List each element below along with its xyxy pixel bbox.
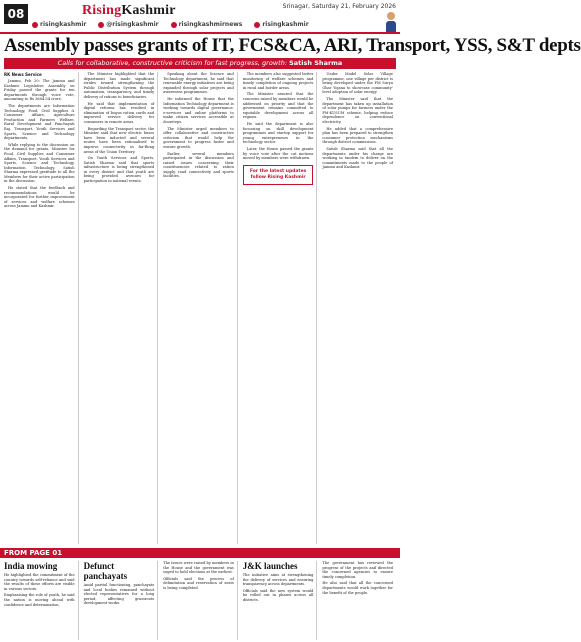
from-page-section	[4, 561, 396, 640]
paragraph: The initiative aims at strengthening the delivery of services and ensuring transparency across departments.	[242, 573, 314, 587]
social-link-twitter[interactable]	[98, 21, 158, 28]
paragraph: He also said that all the concerned departments would work together for the benefit of the people.	[322, 581, 393, 595]
promo-box[interactable]: For the latest updates follow Rising Kashmir	[243, 165, 314, 185]
instagram-icon	[171, 22, 177, 28]
lead-kicker	[4, 58, 396, 69]
lead-headline[interactable]: Assembly passes grants of IT, FCS&CA, ARI, Transport, YSS, S&T depts	[4, 35, 581, 56]
social-handle-instagram: risingkashmirnews	[178, 21, 243, 28]
paragraph: Officials said the new system would be rolled out in phases across all districts.	[242, 588, 314, 602]
paragraph: He stated that the feedback and recommendations would be incorporated for further improvement of services and welfare schemes across Jammu and Kashmir.	[4, 186, 75, 209]
paragraph: Earlier, several members participated in the discussion and raised issues concerning their constituencies related to ration supply, road connectivity and sports facilities.	[163, 151, 234, 179]
paragraph: The Minister assured that the concerns raised by members would be addressed on priority and that the government remains committed to equitable development across all regions.	[242, 92, 314, 120]
paragraph: He highlighted the commitment of the country towards self-reliance and said the results of these efforts are visible in various sectors.	[4, 573, 75, 591]
paragraph: On Youth Services and Sports, Satish Sharma said that sports infrastructure is being strengthened in every district and that youth are being provided avenues for participation in national events.	[83, 156, 155, 184]
article-column-3	[163, 72, 238, 544]
masthead	[0, 0, 400, 34]
paragraph: The Minister highlighted that the department has made significant strides toward strengthening the Public Distribution System through automation, transparency, and timely delivery of rations to beneficiaries.	[83, 72, 155, 99]
paragraph: Amid partial functioning, panchayats and local bodies remained without elected representatives for a long period, affecting grassroots development works.	[83, 583, 155, 606]
paragraph: Satish Sharma said that all the departments under his charge are working in tandem to deliver on the commitments made to the people of Jammu and Kashmir.	[322, 146, 393, 170]
page-number: 08	[4, 4, 28, 24]
paragraph: Officials said the process of delimitation and reservation of seats is being completed.	[163, 576, 234, 590]
paragraph: He added that a comprehensive plan has been prepared to strengthen consumer protection mechanisms through district commissions.	[322, 126, 393, 145]
social-link-youtube[interactable]	[254, 21, 308, 28]
twitter-icon	[98, 22, 104, 28]
brand-red: Rising	[82, 3, 122, 18]
kicker-text: Calls for collaborative, constructive criticism for fast progress, growth:	[57, 59, 288, 67]
paragraph: Under Model Solar Village programme, one village per district is being developed under the PM Surya Ghar Yojana to showcase community-level adoption of solar energy.	[322, 72, 393, 95]
paragraph: He said the department is also focussing on skill development programmes and startup support for young entrepreneurs in the technology sector.	[242, 121, 314, 145]
paragraph: The government has reviewed the progress of the projects and directed the concerned agencies to ensure timely completion.	[322, 561, 393, 579]
story-headline[interactable]: India mowing	[4, 561, 58, 571]
lead-article-body	[4, 72, 396, 544]
social-handle-twitter: @risingkashmir	[106, 21, 159, 28]
paragraph: The Minister said that the department has taken up installation of solar pumps for farmers under the PM-KUSUM scheme, helping reduce dependence on conventional electricity.	[322, 96, 393, 124]
mascot-head	[387, 12, 395, 20]
dateline: Srinagar, Saturday 21, February 2026	[282, 3, 396, 10]
kicker-name: Satish Sharma	[289, 59, 343, 67]
story-headline[interactable]: J&K launches	[242, 561, 298, 571]
newspaper-logo[interactable]	[82, 3, 176, 19]
jump-story-2	[84, 561, 159, 640]
youtube-icon	[254, 22, 260, 28]
paragraph: Jammu, Feb 20: The Jammu and Kashmir Legislative Assembly on Friday passed the grants for ten departments through voice vote, amounting to Rs 3604.54 crore.	[4, 79, 75, 102]
paragraph: While replying to the discussion on the demand for grants, Minister for Food, Civil Supplies and Consumer Affairs, Transport, Youth Services and Sports, Science and Technology, Information Technology, Satish Sharma expressed gratitude to all the Members for their active participation in the discussion.	[4, 142, 75, 184]
paragraph: Speaking about the Science and Technology department, he said that renewable energy initiatives are being expanded through solar projects and awareness programmes.	[163, 72, 234, 95]
paragraph: He informed the House that the Information Technology department is working towards digital governance, e-services and online platforms to make citizen services accessible at doorsteps.	[163, 96, 234, 124]
social-handle-facebook: risingkashmir	[40, 21, 87, 28]
article-column-4	[243, 72, 318, 544]
social-link-instagram[interactable]	[171, 21, 243, 28]
jump-story-4	[243, 561, 318, 640]
article-column-2	[84, 72, 159, 544]
social-handle-youtube: risingkashmir	[262, 21, 309, 28]
paragraph: The departments are Information Technology, Food, Civil Supplies & Consumer Affairs, Agriculture Production and Farmers Welfare, Rural Development and Panchayati Raj, Transport, Youth Services and Sports, Science and Technology departments.	[4, 103, 75, 141]
social-links	[32, 21, 319, 28]
mascot-body	[386, 21, 396, 32]
article-column-5	[322, 72, 396, 544]
article-column-1	[4, 72, 79, 544]
mascot-illustration	[386, 12, 396, 32]
jump-story-1	[4, 561, 79, 640]
social-link-facebook[interactable]	[32, 21, 86, 28]
jump-story-5	[322, 561, 396, 640]
story-headline[interactable]: Defunct panchayats	[83, 561, 128, 581]
paragraph: The members also suggested better monitoring of welfare schemes and timely completion of ongoing projects in rural and border areas.	[242, 72, 314, 90]
paragraph: He said that implementation of digital reforms has resulted in elimination of bogus ration cards and improved service delivery for consumers in remote areas.	[83, 101, 155, 124]
facebook-icon	[32, 22, 38, 28]
brand-black: Kashmir	[121, 3, 176, 18]
jump-story-3	[163, 561, 238, 640]
paragraph: The issues were raised by members in the House and the government was urged to hold elections at the earliest.	[163, 561, 234, 575]
paragraph: Later, the House passed the grants by voice vote after the cut motions moved by members were withdrawn.	[242, 146, 314, 161]
paragraph: Regarding the Transport sector, the Minister said that new electric buses have been inducted and several routes have been rationalised to improve connectivity in far-flung areas of the Union Territory.	[83, 126, 155, 154]
paragraph: The Minister urged members to offer collaborative and constructive criticism that would help the government to progress faster and ensure growth.	[163, 126, 234, 149]
paragraph: Emphasising the role of youth, he said the nation is moving ahead with confidence and determination.	[4, 593, 75, 607]
section-label-from-page: FROM PAGE 01	[0, 548, 400, 558]
byline: RK News Service	[4, 72, 42, 77]
